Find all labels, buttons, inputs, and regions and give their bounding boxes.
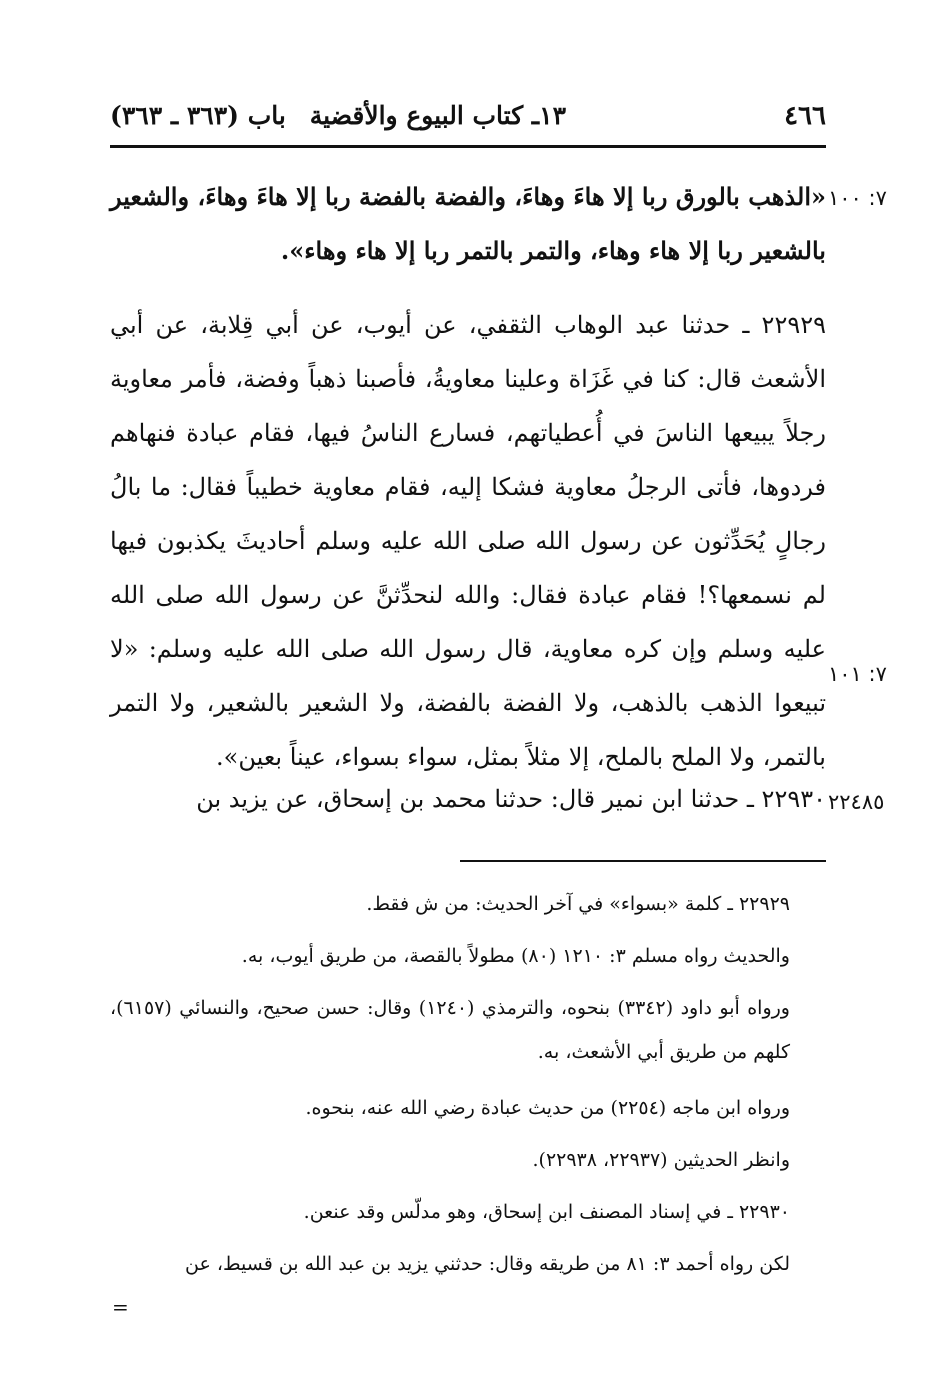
paragraph-22929: ٢٢٩٢٩ ـ حدثنا عبد الوهاب الثقفي، عن أيوب، عن أبي قِلابة، عن أبي الأشعث قال: كنا في غَزَاة وعلينا معاويةُ، فأصبنا ذهباً وفضة، فأمر معاوية رجلاً يبيعها الناسَ في أُعطياتهم، فسارع الناسُ فيها، فقام عبادة فنهاهم فردوها، فأتى الرجلُ معاوية فشكا إليه، فقام معاوية خطيباً فقال: ما بالُ رجالٍ يُحَدِّثون عن رسول الله صلى الله عليه وسلم أحاديثَ يكذبون فيها لم نسمعها؟! فقام عبادة فقال: والله لنحدِّثنَّ عن رسول الله صلى الله عليه وسلم وإن كره معاوية، قال رسول الله صلى الله عليه وسلم: «لا تبيعوا الذهب بالذهب، ولا الفضة بالفضة، ولا الشعير بالشعير، ولا التمر بالتمر، ولا الملح بالملح، إلا مثلاً بمثل، سواء بسواء، عيناً بعين». — [110, 311, 826, 771]
footnote-6: ٢٢٩٣٠ ـ في إسناد المصنف ابن إسحاق، وهو مدلّس وقد عنعن. — [303, 1201, 790, 1223]
margin-ref-1: ٧: ١٠٠ — [828, 186, 887, 210]
chapter-title: ١٣ـ كتاب البيوع والأقضية — [309, 101, 566, 130]
footnote-1: ٢٢٩٢٩ ـ كلمة «بسواء» في آخر الحديث: من ش فقط. — [366, 893, 790, 915]
footnote-3: ورواه أبو داود (٣٣٤٢) بنحوه، والترمذي (١٢٤٠) وقال: حسن صحيح، والنسائي (٦١٥٧)، كلهم من طريق أبي الأشعث، به. — [110, 997, 790, 1063]
footnote-4: ورواه ابن ماجه (٢٢٥٤) من حديث عبادة رضي الله عنه، بنحوه. — [305, 1097, 790, 1119]
continuation-mark: = — [112, 1295, 129, 1319]
header-rule — [110, 145, 826, 148]
page-header — [110, 95, 826, 139]
margin-ref-2: ٧: ١٠١ — [828, 662, 887, 686]
footnote-7: لكن رواه أحمد ٣: ٨١ من طريقه وقال: حدثني يزيد بن عبد الله بن قسيط، عن — [185, 1253, 790, 1275]
footnote-rule — [460, 860, 826, 862]
paragraph-22930: ٢٢٩٣٠ ـ حدثنا ابن نمير قال: حدثنا محمد بن إسحاق، عن يزيد بن — [196, 785, 826, 813]
footnote-2: والحديث رواه مسلم ٣: ١٢١٠ (٨٠) مطولاً بالقصة، من طريق أيوب، به. — [241, 945, 790, 967]
footnote-5: وانظر الحديثين (٢٢٩٣٧، ٢٢٩٣٨). — [532, 1149, 790, 1171]
chapter-range: باب (٣٦٣ ـ ٣٦٣) — [110, 101, 286, 130]
hadith-quote-1: «الذهب بالورق ربا إلا هاءَ وهاءَ، والفضة بالفضة ربا إلا هاءَ وهاءَ، والشعير بالشعير ربا إلا هاء وهاء، والتمر بالتمر ربا إلا هاء وهاء». — [110, 182, 826, 265]
page-number: ٤٦٦ — [784, 101, 826, 131]
margin-ref-3: ٢٢٤٨٥ — [828, 790, 885, 814]
